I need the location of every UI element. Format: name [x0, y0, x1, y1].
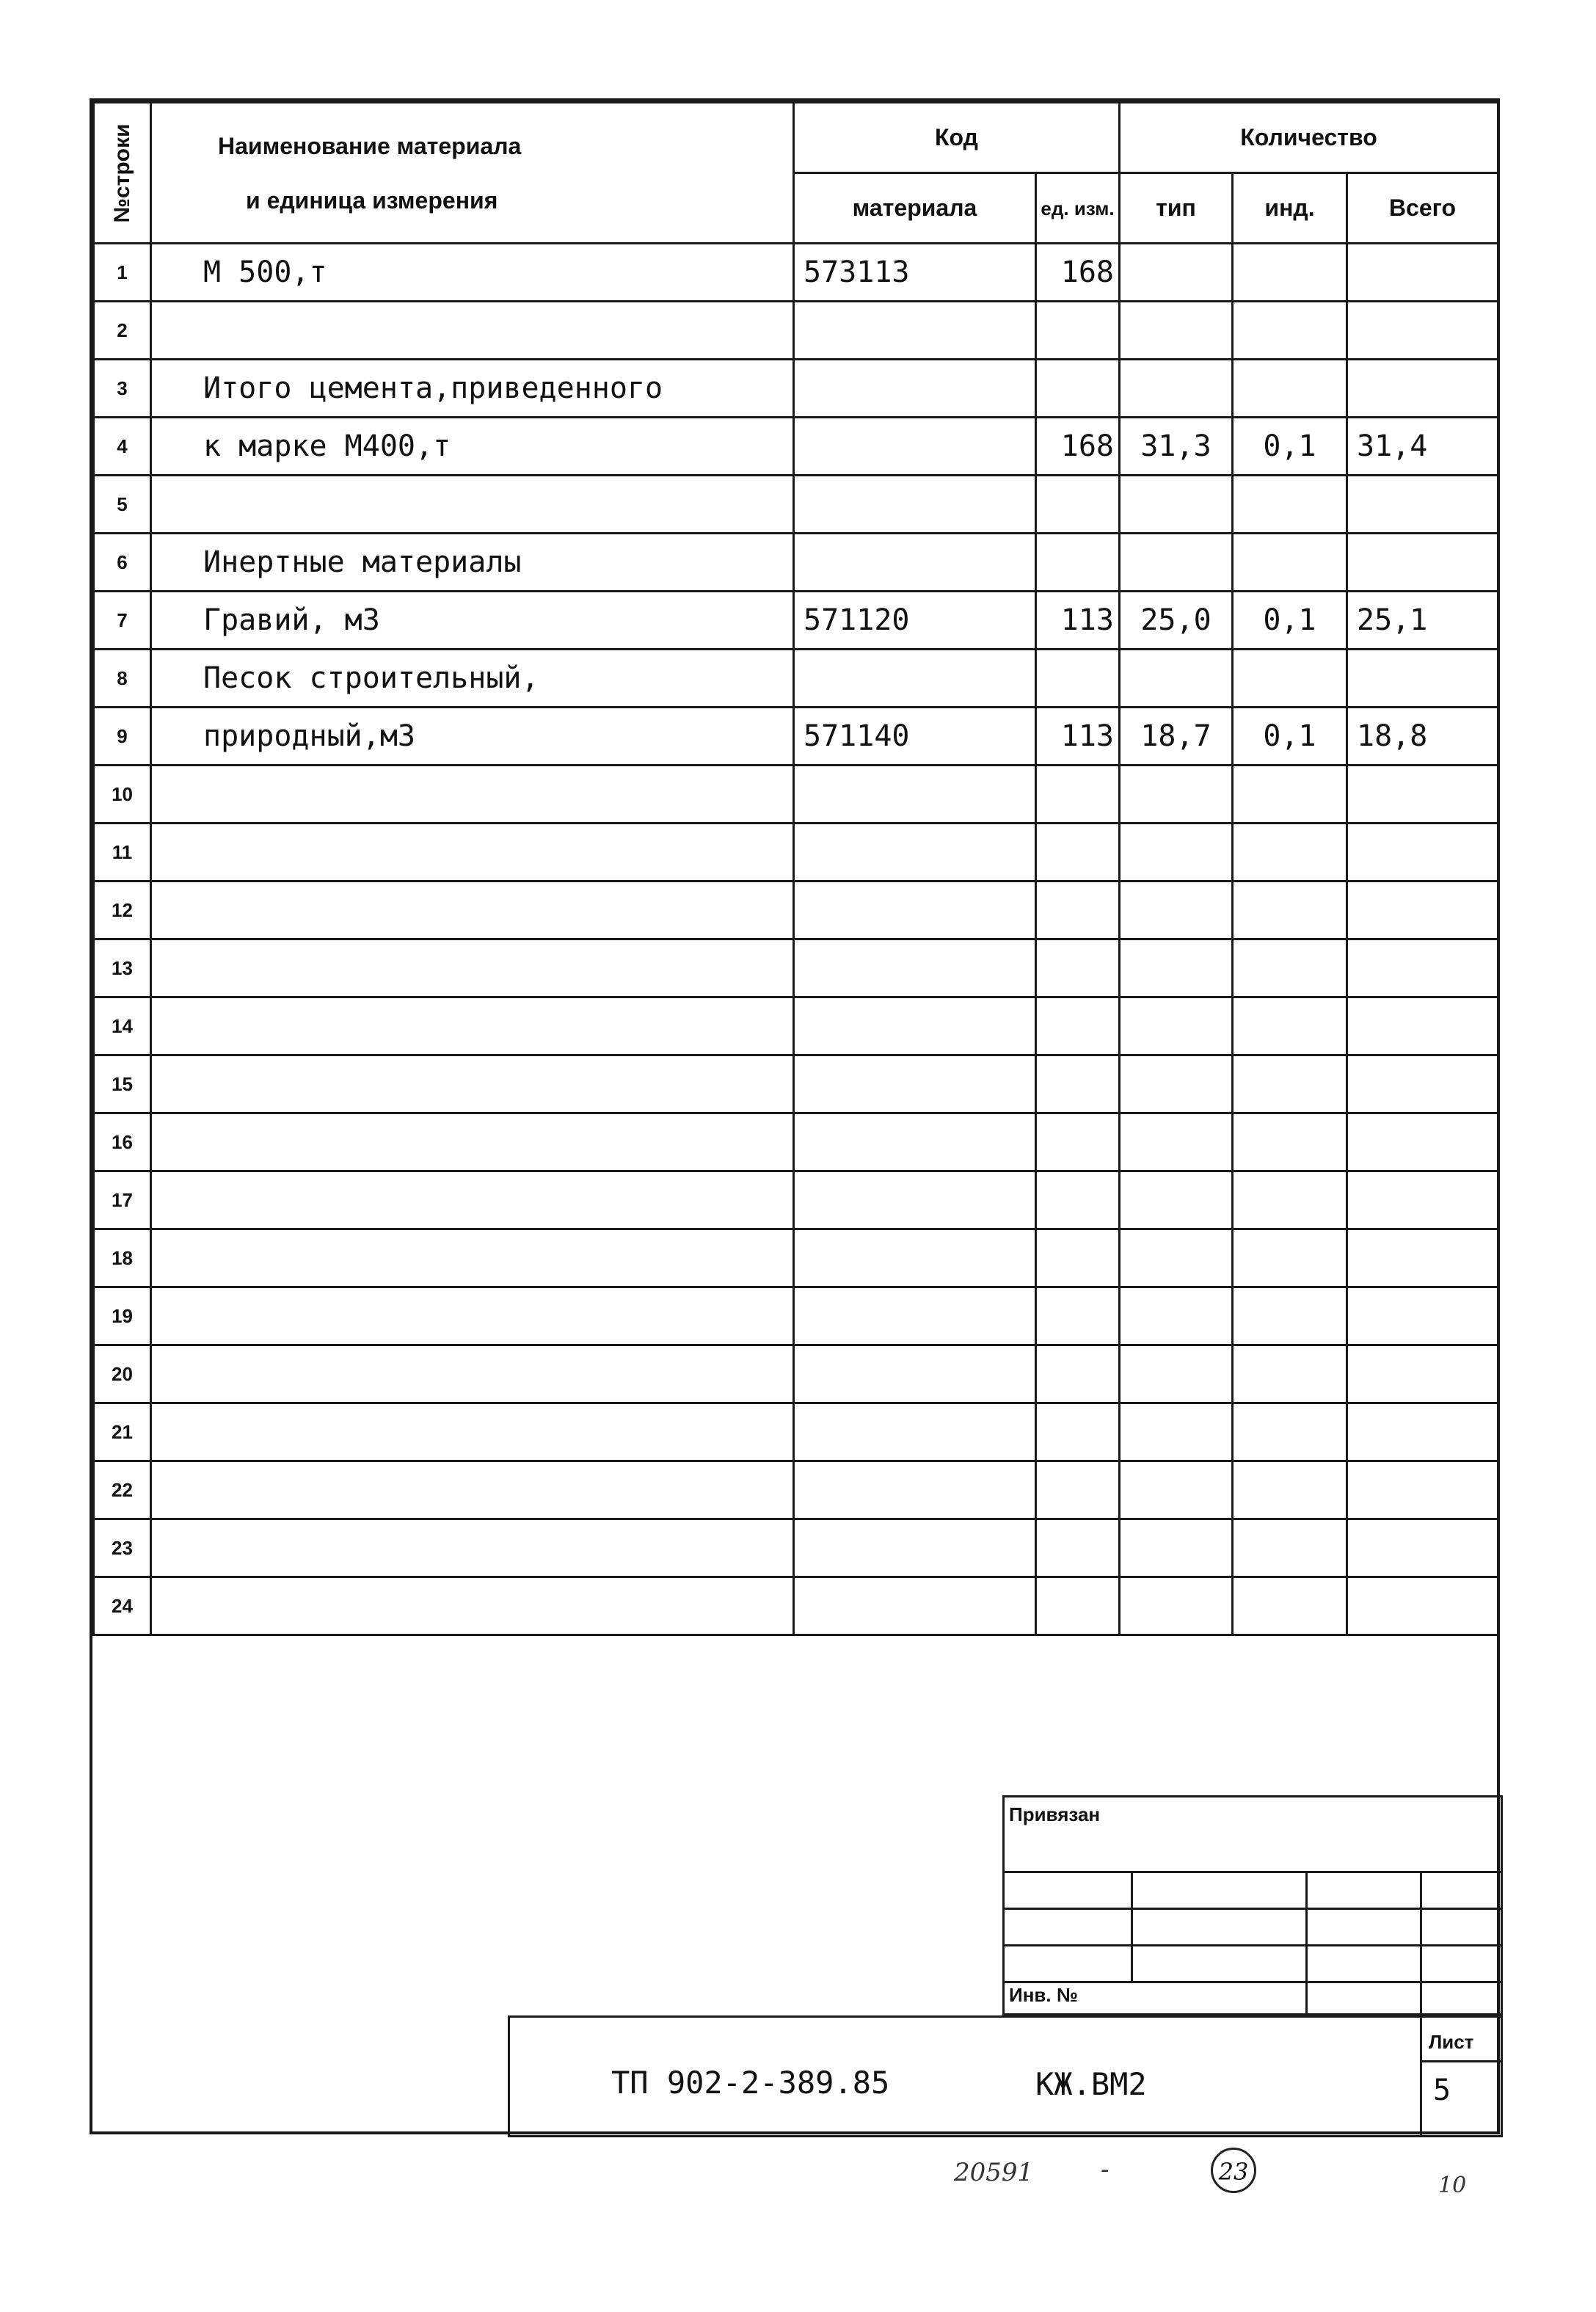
- total-qty-cell: [1347, 1287, 1498, 1345]
- row-number: 15: [94, 1055, 151, 1113]
- material-code-cell: [794, 534, 1036, 592]
- material-name-cell: Инертные материалы: [151, 534, 794, 592]
- type-qty-cell: [1120, 766, 1233, 824]
- ind-qty-cell: [1233, 360, 1347, 418]
- material-code-cell: [794, 824, 1036, 881]
- table-row: [94, 1461, 1498, 1519]
- material-code-cell: [794, 476, 1036, 534]
- header-quantity: Количество: [1120, 103, 1498, 173]
- total-qty-cell: [1347, 766, 1498, 824]
- type-qty-cell: [1120, 881, 1233, 939]
- row-number: 10: [94, 766, 151, 824]
- material-name-cell: [151, 1113, 794, 1171]
- ind-qty-cell: [1233, 824, 1347, 881]
- unit-code-cell: [1036, 360, 1120, 418]
- row-number: 16: [94, 1113, 151, 1171]
- total-qty-cell: 31,4: [1347, 418, 1498, 476]
- ind-qty-cell: [1233, 1113, 1347, 1171]
- table-row: [94, 1519, 1498, 1577]
- total-qty-cell: [1347, 1403, 1498, 1461]
- material-name-cell: [151, 1229, 794, 1287]
- material-code-cell: [794, 1403, 1036, 1461]
- header-code: Код: [794, 103, 1120, 173]
- material-name-cell: [151, 1403, 794, 1461]
- material-code-cell: [794, 1171, 1036, 1229]
- material-code-cell: [794, 1113, 1036, 1171]
- type-qty-cell: [1120, 650, 1233, 708]
- type-qty-cell: [1120, 476, 1233, 534]
- type-qty-cell: [1120, 1577, 1233, 1635]
- material-name-cell: к марке М400,т: [151, 418, 794, 476]
- table-row: [94, 1171, 1498, 1229]
- ind-qty-cell: [1233, 997, 1347, 1055]
- type-qty-cell: [1120, 1229, 1233, 1287]
- unit-code-cell: [1036, 534, 1120, 592]
- table-row: [94, 708, 1498, 766]
- material-code-cell: [794, 1345, 1036, 1403]
- total-qty-cell: [1347, 360, 1498, 418]
- ind-qty-cell: [1233, 1461, 1347, 1519]
- material-code-cell: [794, 650, 1036, 708]
- table-row: [94, 1345, 1498, 1403]
- material-name-cell: [151, 1519, 794, 1577]
- type-qty-cell: [1120, 824, 1233, 881]
- unit-code-cell: [1036, 1345, 1120, 1403]
- row-number: 1: [94, 244, 151, 302]
- row-number: 2: [94, 302, 151, 360]
- table-row: [94, 1577, 1498, 1635]
- dash-mark: -: [1101, 2155, 1109, 2184]
- table-row: [94, 824, 1498, 881]
- unit-code-cell: [1036, 939, 1120, 997]
- unit-code-cell: [1036, 1055, 1120, 1113]
- table-row: [94, 476, 1498, 534]
- material-code-cell: 573113: [794, 244, 1036, 302]
- unit-code-cell: [1036, 824, 1120, 881]
- row-number: 18: [94, 1229, 151, 1287]
- material-code-cell: [794, 997, 1036, 1055]
- header-total: Всего: [1347, 173, 1498, 244]
- unit-code-cell: 113: [1036, 708, 1120, 766]
- material-code-cell: [794, 1287, 1036, 1345]
- material-name-cell: [151, 824, 794, 881]
- material-code-cell: [794, 881, 1036, 939]
- total-qty-cell: 18,8: [1347, 708, 1498, 766]
- ind-qty-cell: [1233, 1287, 1347, 1345]
- type-qty-cell: 25,0: [1120, 592, 1233, 650]
- type-qty-cell: [1120, 244, 1233, 302]
- header-material-name: Наименование материала и единица измерения: [151, 103, 794, 244]
- table-row: [94, 1287, 1498, 1345]
- type-qty-cell: [1120, 1461, 1233, 1519]
- table-row: [94, 360, 1498, 418]
- row-number: 24: [94, 1577, 151, 1635]
- total-qty-cell: [1347, 881, 1498, 939]
- ind-qty-cell: [1233, 244, 1347, 302]
- table-row: [94, 1055, 1498, 1113]
- total-qty-cell: [1347, 244, 1498, 302]
- materials-table: [92, 101, 1499, 1636]
- total-qty-cell: [1347, 1519, 1498, 1577]
- unit-code-cell: [1036, 1403, 1120, 1461]
- material-name-cell: [151, 1171, 794, 1229]
- material-code-cell: [794, 766, 1036, 824]
- row-number: 19: [94, 1287, 151, 1345]
- table-row: [94, 766, 1498, 824]
- material-code-cell: [794, 1519, 1036, 1577]
- header-material-code: материала: [794, 173, 1036, 244]
- unit-code-cell: 113: [1036, 592, 1120, 650]
- row-number: 3: [94, 360, 151, 418]
- unit-code-cell: [1036, 1519, 1120, 1577]
- row-number: 9: [94, 708, 151, 766]
- ind-qty-cell: [1233, 1577, 1347, 1635]
- type-qty-cell: [1120, 1345, 1233, 1403]
- stamp-main-block: [508, 2015, 1503, 2137]
- material-code-cell: [794, 1229, 1036, 1287]
- ind-qty-cell: [1233, 1171, 1347, 1229]
- ind-qty-cell: [1233, 939, 1347, 997]
- row-number: 11: [94, 824, 151, 881]
- unit-code-cell: 168: [1036, 244, 1120, 302]
- material-name-cell: Гравий, м3: [151, 592, 794, 650]
- table-row: [94, 1403, 1498, 1461]
- table-row: [94, 244, 1498, 302]
- unit-code-cell: [1036, 1577, 1120, 1635]
- row-number: 5: [94, 476, 151, 534]
- table-row: [94, 418, 1498, 476]
- ind-qty-cell: [1233, 302, 1347, 360]
- table-row: [94, 939, 1498, 997]
- material-name-cell: [151, 302, 794, 360]
- type-qty-cell: [1120, 1171, 1233, 1229]
- table-row: [94, 302, 1498, 360]
- unit-code-cell: [1036, 476, 1120, 534]
- material-code-cell: 571140: [794, 708, 1036, 766]
- material-name-cell: [151, 1577, 794, 1635]
- type-qty-cell: [1120, 1055, 1233, 1113]
- row-number: 17: [94, 1171, 151, 1229]
- sheet-label: Лист: [1429, 2031, 1474, 2053]
- type-qty-cell: [1120, 1287, 1233, 1345]
- document-sheet: [90, 98, 1500, 2134]
- ind-qty-cell: [1233, 766, 1347, 824]
- header-row-number: №строки: [94, 103, 151, 244]
- unit-code-cell: [1036, 1229, 1120, 1287]
- material-code-cell: [794, 1577, 1036, 1635]
- type-qty-cell: [1120, 534, 1233, 592]
- total-qty-cell: [1347, 1113, 1498, 1171]
- total-qty-cell: [1347, 1577, 1498, 1635]
- unit-code-cell: [1036, 997, 1120, 1055]
- ind-qty-cell: 0,1: [1233, 592, 1347, 650]
- ind-qty-cell: 0,1: [1233, 708, 1347, 766]
- material-name-cell: Итого цемента,приведенного: [151, 360, 794, 418]
- row-number: 14: [94, 997, 151, 1055]
- ind-qty-cell: [1233, 534, 1347, 592]
- total-qty-cell: [1347, 1171, 1498, 1229]
- material-name-cell: М 500,т: [151, 244, 794, 302]
- unit-code-cell: 168: [1036, 418, 1120, 476]
- material-name-cell: Песок строительный,: [151, 650, 794, 708]
- sheet-number: 5: [1433, 2073, 1451, 2107]
- corner-mark: 10: [1438, 2173, 1467, 2198]
- ind-qty-cell: [1233, 1403, 1347, 1461]
- header-unit: ед. изм.: [1036, 173, 1120, 244]
- material-name-cell: [151, 939, 794, 997]
- row-number: 6: [94, 534, 151, 592]
- row-number: 13: [94, 939, 151, 997]
- table-row: [94, 1113, 1498, 1171]
- document-number: ТП 902-2-389.85: [611, 2065, 890, 2101]
- material-name-cell: [151, 997, 794, 1055]
- stamp-bound-block: [1002, 1795, 1503, 2015]
- material-code-cell: 571120: [794, 592, 1036, 650]
- row-number: 8: [94, 650, 151, 708]
- type-qty-cell: [1120, 1519, 1233, 1577]
- table-row: [94, 881, 1498, 939]
- material-name-cell: [151, 1287, 794, 1345]
- type-qty-cell: [1120, 1403, 1233, 1461]
- total-qty-cell: [1347, 824, 1498, 881]
- row-number: 4: [94, 418, 151, 476]
- total-qty-cell: [1347, 534, 1498, 592]
- inv-number-label: Инв. №: [1009, 1984, 1078, 2006]
- row-number: 21: [94, 1403, 151, 1461]
- unit-code-cell: [1036, 1287, 1120, 1345]
- total-qty-cell: [1347, 1055, 1498, 1113]
- table-row: [94, 650, 1498, 708]
- material-code-cell: [794, 418, 1036, 476]
- row-number: 22: [94, 1461, 151, 1519]
- document-mark: КЖ.ВМ2: [1035, 2066, 1147, 2102]
- total-qty-cell: [1347, 650, 1498, 708]
- material-code-cell: [794, 1055, 1036, 1113]
- total-qty-cell: [1347, 1461, 1498, 1519]
- material-code-cell: [794, 939, 1036, 997]
- bound-label: Привязан: [1009, 1803, 1101, 1825]
- handwritten-code: 20591: [954, 2158, 1034, 2187]
- type-qty-cell: [1120, 1113, 1233, 1171]
- material-name-cell: [151, 1461, 794, 1519]
- row-number: 7: [94, 592, 151, 650]
- material-name-cell: [151, 766, 794, 824]
- unit-code-cell: [1036, 881, 1120, 939]
- circled-page-number: 23: [1211, 2148, 1256, 2193]
- header-type: тип: [1120, 173, 1233, 244]
- total-qty-cell: [1347, 476, 1498, 534]
- unit-code-cell: [1036, 766, 1120, 824]
- unit-code-cell: [1036, 1171, 1120, 1229]
- unit-code-cell: [1036, 1461, 1120, 1519]
- total-qty-cell: [1347, 302, 1498, 360]
- material-name-cell: [151, 476, 794, 534]
- row-number: 20: [94, 1345, 151, 1403]
- ind-qty-cell: [1233, 881, 1347, 939]
- material-name-cell: [151, 881, 794, 939]
- ind-qty-cell: 0,1: [1233, 418, 1347, 476]
- material-name-cell: [151, 1055, 794, 1113]
- ind-qty-cell: [1233, 1055, 1347, 1113]
- row-number: 12: [94, 881, 151, 939]
- material-code-cell: [794, 302, 1036, 360]
- type-qty-cell: [1120, 939, 1233, 997]
- unit-code-cell: [1036, 302, 1120, 360]
- type-qty-cell: [1120, 360, 1233, 418]
- table-row: [94, 534, 1498, 592]
- row-number: 23: [94, 1519, 151, 1577]
- total-qty-cell: [1347, 997, 1498, 1055]
- ind-qty-cell: [1233, 1229, 1347, 1287]
- type-qty-cell: [1120, 997, 1233, 1055]
- type-qty-cell: [1120, 302, 1233, 360]
- type-qty-cell: 18,7: [1120, 708, 1233, 766]
- header-ind: инд.: [1233, 173, 1347, 244]
- material-code-cell: [794, 1461, 1036, 1519]
- table-row: [94, 592, 1498, 650]
- ind-qty-cell: [1233, 1345, 1347, 1403]
- total-qty-cell: [1347, 1345, 1498, 1403]
- total-qty-cell: 25,1: [1347, 592, 1498, 650]
- total-qty-cell: [1347, 939, 1498, 997]
- total-qty-cell: [1347, 1229, 1498, 1287]
- ind-qty-cell: [1233, 1519, 1347, 1577]
- table-row: [94, 1229, 1498, 1287]
- material-name-cell: [151, 1345, 794, 1403]
- table-row: [94, 997, 1498, 1055]
- type-qty-cell: 31,3: [1120, 418, 1233, 476]
- ind-qty-cell: [1233, 650, 1347, 708]
- ind-qty-cell: [1233, 476, 1347, 534]
- material-code-cell: [794, 360, 1036, 418]
- unit-code-cell: [1036, 650, 1120, 708]
- material-name-cell: природный,м3: [151, 708, 794, 766]
- unit-code-cell: [1036, 1113, 1120, 1171]
